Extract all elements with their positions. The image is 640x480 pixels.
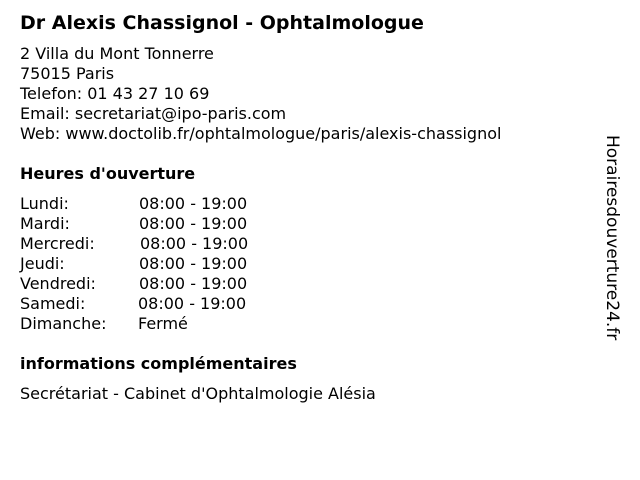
page-title: Dr Alexis Chassignol - Ophtalmologue (20, 12, 424, 34)
time-value: 08:00 - 19:00 (139, 214, 248, 233)
day-label: Lundi: (20, 194, 69, 213)
time-value: 08:00 - 19:00 (139, 274, 248, 293)
time-value: 08:00 - 19:00 (139, 254, 248, 273)
opening-hours-heading: Heures d'ouverture (20, 164, 196, 183)
contact-details (20, 44, 501, 144)
day-label: Dimanche: (20, 314, 107, 333)
email-address: Email: secretariat@ipo-paris.com (20, 104, 287, 123)
day-label: Jeudi: (20, 254, 65, 273)
time-value: 08:00 - 19:00 (140, 234, 249, 253)
day-label: Mardi: (20, 214, 70, 233)
additional-info-heading: informations complémentaires (20, 354, 297, 373)
time-value: 08:00 - 19:00 (138, 294, 247, 313)
time-value: Fermé (138, 314, 188, 333)
website-url: Web: www.doctolib.fr/ophtalmologue/paris/alexis-chassignol (20, 124, 502, 143)
time-value: 08:00 - 19:00 (139, 194, 248, 213)
day-label: Mercredi: (20, 234, 95, 253)
city-postcode: 75015 Paris (20, 64, 115, 83)
additional-info-text: Secrétariat - Cabinet d'Ophtalmologie Alésia (20, 384, 376, 403)
phone-number: Telefon: 01 43 27 10 69 (20, 84, 210, 103)
watermark: Horairesdouverture24.fr (602, 135, 622, 341)
day-label: Samedi: (20, 294, 86, 313)
street-address: 2 Villa du Mont Tonnerre (20, 44, 214, 63)
day-label: Vendredi: (20, 274, 96, 293)
